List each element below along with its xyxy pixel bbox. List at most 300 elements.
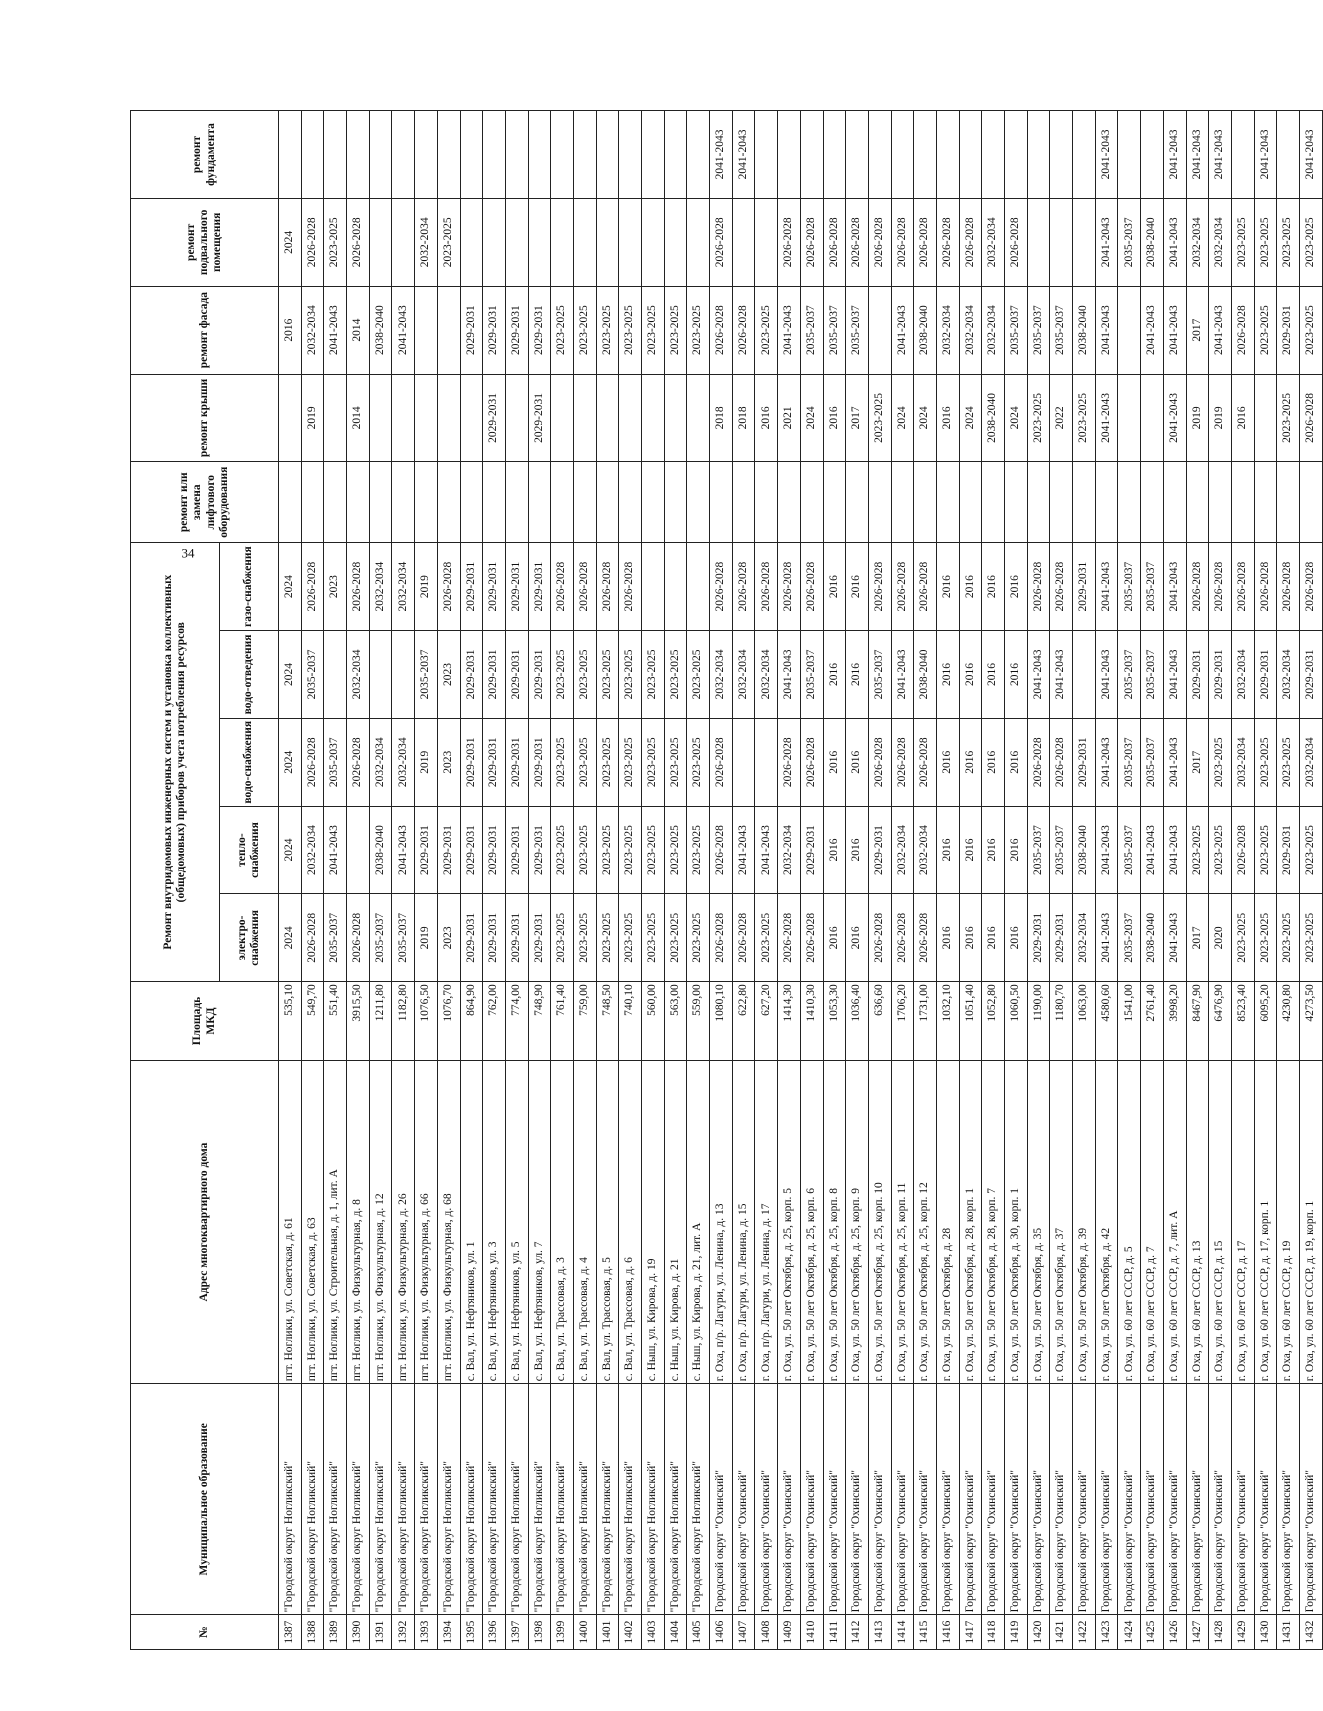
roof-cell: 2024 xyxy=(959,374,982,462)
electricity-cell: 2026-2028 xyxy=(710,894,733,982)
address-cell: г. Оха, п/р. Лагури, ул. Ленина, д. 17 xyxy=(755,1060,778,1383)
heating-cell: 2032-2034 xyxy=(301,806,324,894)
roof-cell: 2016 xyxy=(755,374,778,462)
sewer-cell: 2016 xyxy=(823,631,846,719)
water-supply-cell: 2029-2031 xyxy=(1073,718,1096,806)
elevator-cell xyxy=(664,462,687,543)
electricity-cell: 2026-2028 xyxy=(868,894,891,982)
electricity-cell: 2023-2025 xyxy=(596,894,619,982)
foundation-cell xyxy=(1118,111,1141,199)
basement-cell xyxy=(505,198,528,286)
elevator-cell xyxy=(483,462,506,543)
foundation-cell xyxy=(846,111,869,199)
facade-cell: 2041-2043 xyxy=(324,286,347,374)
sewer-cell: 2032-2034 xyxy=(732,631,755,719)
area-cell: 762,00 xyxy=(483,982,506,1061)
heating-cell: 2023-2025 xyxy=(1254,806,1277,894)
basement-cell: 2026-2028 xyxy=(1005,198,1028,286)
area-cell: 1541,00 xyxy=(1118,982,1141,1061)
roof-cell xyxy=(573,374,596,462)
facade-cell: 2026-2028 xyxy=(710,286,733,374)
heating-cell: 2032-2034 xyxy=(891,806,914,894)
table-row xyxy=(1027,111,1050,1650)
repair-schedule-table xyxy=(130,110,1323,1650)
table-row xyxy=(891,111,914,1650)
electricity-cell: 2035-2037 xyxy=(324,894,347,982)
heating-cell: 2035-2037 xyxy=(1050,806,1073,894)
gas-cell: 2026-2028 xyxy=(301,543,324,631)
area-cell: 8523,40 xyxy=(1231,982,1254,1061)
sewer-cell: 2029-2031 xyxy=(460,631,483,719)
electricity-cell: 2026-2028 xyxy=(914,894,937,982)
table-row xyxy=(846,111,869,1650)
area-cell: 549,70 xyxy=(301,982,324,1061)
heating-cell: 2029-2031 xyxy=(415,806,438,894)
gas-cell: 2026-2028 xyxy=(914,543,937,631)
table-row xyxy=(279,111,302,1650)
header-roof: ремонт крыши xyxy=(131,374,279,462)
heating-cell: 2041-2043 xyxy=(392,806,415,894)
facade-cell xyxy=(868,286,891,374)
area-cell: 1052,80 xyxy=(982,982,1005,1061)
area-cell: 740,10 xyxy=(619,982,642,1061)
facade-cell: 2041-2043 xyxy=(891,286,914,374)
gas-cell: 2026-2028 xyxy=(778,543,801,631)
gas-cell xyxy=(664,543,687,631)
basement-cell: 2026-2028 xyxy=(868,198,891,286)
table-row xyxy=(460,111,483,1650)
address-cell: г. Оха, ул. 60 лет СССР, д. 7, лит. А xyxy=(1163,1060,1186,1383)
basement-cell: 2032-2034 xyxy=(415,198,438,286)
basement-cell: 2026-2028 xyxy=(710,198,733,286)
sewer-cell: 2038-2040 xyxy=(914,631,937,719)
table-row xyxy=(1050,111,1073,1650)
municipality-cell: "Городской округ Ногликский" xyxy=(642,1384,665,1615)
municipality-cell: Городской округ "Охинский" xyxy=(1186,1384,1209,1615)
area-cell: 3915,50 xyxy=(347,982,370,1061)
address-cell: г. Оха, ул. 50 лет Октября, д. 37 xyxy=(1050,1060,1073,1383)
roof-cell xyxy=(369,374,392,462)
facade-cell: 2023-2025 xyxy=(596,286,619,374)
address-cell: пгт. Ноглики, ул. Физкультурная, д. 12 xyxy=(369,1060,392,1383)
facade-cell: 2029-2031 xyxy=(505,286,528,374)
heating-cell: 2041-2043 xyxy=(1095,806,1118,894)
address-cell: г. Оха, ул. 50 лет Октября, д. 30, корп. 1 xyxy=(1005,1060,1028,1383)
heating-cell: 2023-2025 xyxy=(642,806,665,894)
water-supply-cell: 2032-2034 xyxy=(392,718,415,806)
gas-cell: 2026-2028 xyxy=(1050,543,1073,631)
foundation-cell xyxy=(800,111,823,199)
elevator-cell xyxy=(710,462,733,543)
foundation-cell xyxy=(279,111,302,199)
basement-cell: 2026-2028 xyxy=(823,198,846,286)
area-cell: 2761,40 xyxy=(1141,982,1164,1061)
elevator-cell xyxy=(551,462,574,543)
roof-cell xyxy=(460,374,483,462)
gas-cell: 2035-2037 xyxy=(1141,543,1164,631)
elevator-cell xyxy=(1141,462,1164,543)
water-supply-cell: 2026-2028 xyxy=(1027,718,1050,806)
address-cell: пгт. Ноглики, ул. Строительная, д. 1, лит. А xyxy=(324,1060,347,1383)
header-systems-group: Ремонт внутридомовых инженерных систем и установка коллективных (общедомовых) приборов учета потребления ресурсов xyxy=(131,543,220,982)
roof-cell xyxy=(415,374,438,462)
municipality-cell: Городской округ "Охинский" xyxy=(1118,1384,1141,1615)
water-supply-cell: 2029-2031 xyxy=(528,718,551,806)
gas-cell: 2024 xyxy=(279,543,302,631)
sewer-cell: 2029-2031 xyxy=(1186,631,1209,719)
heating-cell: 2029-2031 xyxy=(528,806,551,894)
area-cell: 1076,50 xyxy=(415,982,438,1061)
foundation-cell xyxy=(755,111,778,199)
electricity-cell: 2041-2043 xyxy=(1163,894,1186,982)
foundation-cell xyxy=(1005,111,1028,199)
area-cell: 748,90 xyxy=(528,982,551,1061)
municipality-cell: Городской округ "Охинский" xyxy=(1073,1384,1096,1615)
row-number: 1416 xyxy=(936,1615,959,1650)
basement-cell xyxy=(551,198,574,286)
table-row xyxy=(755,111,778,1650)
elevator-cell xyxy=(755,462,778,543)
area-cell: 774,00 xyxy=(505,982,528,1061)
facade-cell: 2041-2043 xyxy=(392,286,415,374)
row-number: 1418 xyxy=(982,1615,1005,1650)
water-supply-cell: 2016 xyxy=(846,718,869,806)
facade-cell xyxy=(1118,286,1141,374)
basement-cell xyxy=(392,198,415,286)
foundation-cell: 2041-2043 xyxy=(1186,111,1209,199)
elevator-cell xyxy=(279,462,302,543)
address-cell: с. Ныш, ул. Кирова, д. 19 xyxy=(642,1060,665,1383)
water-supply-cell: 2035-2037 xyxy=(324,718,347,806)
roof-cell xyxy=(687,374,710,462)
roof-cell: 2029-2031 xyxy=(528,374,551,462)
roof-cell xyxy=(596,374,619,462)
row-number: 1401 xyxy=(596,1615,619,1650)
facade-cell: 2038-2040 xyxy=(1073,286,1096,374)
table-row xyxy=(392,111,415,1650)
table-body xyxy=(279,111,1323,1650)
gas-cell: 2026-2028 xyxy=(1186,543,1209,631)
elevator-cell xyxy=(324,462,347,543)
basement-cell: 2026-2028 xyxy=(301,198,324,286)
address-cell: г. Оха, п/р. Лагури, ул. Ленина, д. 15 xyxy=(732,1060,755,1383)
row-number: 1432 xyxy=(1299,1615,1322,1650)
roof-cell: 2024 xyxy=(1005,374,1028,462)
address-cell: г. Оха, ул. 50 лет Октября, д. 25, корп. 8 xyxy=(823,1060,846,1383)
municipality-cell: "Городской округ Ногликский" xyxy=(687,1384,710,1615)
basement-cell: 2032-2034 xyxy=(982,198,1005,286)
address-cell: г. Оха, ул. 50 лет Октября, д. 25, корп. 5 xyxy=(778,1060,801,1383)
electricity-cell: 2026-2028 xyxy=(778,894,801,982)
sewer-cell: 2016 xyxy=(936,631,959,719)
sewer-cell xyxy=(369,631,392,719)
row-number: 1388 xyxy=(301,1615,324,1650)
electricity-cell: 2029-2031 xyxy=(505,894,528,982)
heating-cell: 2023-2025 xyxy=(573,806,596,894)
row-number: 1395 xyxy=(460,1615,483,1650)
row-number: 1430 xyxy=(1254,1615,1277,1650)
water-supply-cell: 2026-2028 xyxy=(891,718,914,806)
row-number: 1404 xyxy=(664,1615,687,1650)
row-number: 1421 xyxy=(1050,1615,1073,1650)
address-cell: с. Ныш, ул. Кирова, д. 21, лит. А xyxy=(687,1060,710,1383)
gas-cell: 2026-2028 xyxy=(1231,543,1254,631)
elevator-cell xyxy=(846,462,869,543)
table-row xyxy=(301,111,324,1650)
table-row xyxy=(710,111,733,1650)
address-cell: г. Оха, ул. 60 лет СССР, д. 7 xyxy=(1141,1060,1164,1383)
sewer-cell: 2016 xyxy=(1005,631,1028,719)
municipality-cell: "Городской округ Ногликский" xyxy=(324,1384,347,1615)
table-row xyxy=(687,111,710,1650)
roof-cell: 2023-2025 xyxy=(868,374,891,462)
address-cell: пгт. Ноглики, ул. Физкультурная, д. 66 xyxy=(415,1060,438,1383)
gas-cell: 2029-2031 xyxy=(505,543,528,631)
electricity-cell: 2024 xyxy=(279,894,302,982)
municipality-cell: Городской округ "Охинский" xyxy=(710,1384,733,1615)
roof-cell: 2023-2025 xyxy=(1027,374,1050,462)
water-supply-cell: 2016 xyxy=(982,718,1005,806)
electricity-cell: 2023 xyxy=(437,894,460,982)
water-supply-cell: 2029-2031 xyxy=(460,718,483,806)
facade-cell: 2023-2025 xyxy=(687,286,710,374)
gas-cell: 2026-2028 xyxy=(347,543,370,631)
municipality-cell: Городской округ "Охинский" xyxy=(959,1384,982,1615)
heating-cell: 2029-2031 xyxy=(868,806,891,894)
basement-cell: 2026-2028 xyxy=(347,198,370,286)
water-supply-cell: 2026-2028 xyxy=(868,718,891,806)
water-supply-cell: 2023-2025 xyxy=(664,718,687,806)
municipality-cell: "Городской округ Ногликский" xyxy=(505,1384,528,1615)
electricity-cell: 2035-2037 xyxy=(369,894,392,982)
roof-cell: 2038-2040 xyxy=(982,374,1005,462)
elevator-cell xyxy=(301,462,324,543)
address-cell: г. Оха, ул. 60 лет СССР, д. 19, корп. 1 xyxy=(1299,1060,1322,1383)
table-row xyxy=(347,111,370,1650)
address-cell: г. Оха, ул. 50 лет Октября, д. 28 xyxy=(936,1060,959,1383)
water-supply-cell: 2026-2028 xyxy=(301,718,324,806)
water-supply-cell: 2023-2025 xyxy=(687,718,710,806)
water-supply-cell: 2032-2034 xyxy=(369,718,392,806)
address-cell: с. Вал, ул. Трассовая, д. 4 xyxy=(573,1060,596,1383)
heating-cell: 2023-2025 xyxy=(1299,806,1322,894)
address-cell: пгт. Ноглики, ул. Физкультурная, д. 68 xyxy=(437,1060,460,1383)
row-number: 1392 xyxy=(392,1615,415,1650)
facade-cell: 2023-2025 xyxy=(551,286,574,374)
sewer-cell: 2041-2043 xyxy=(1163,631,1186,719)
facade-cell: 2035-2037 xyxy=(1005,286,1028,374)
area-cell: 1410,30 xyxy=(800,982,823,1061)
roof-cell xyxy=(551,374,574,462)
area-cell: 864,90 xyxy=(460,982,483,1061)
foundation-cell xyxy=(324,111,347,199)
basement-cell: 2026-2028 xyxy=(914,198,937,286)
electricity-cell: 2029-2031 xyxy=(460,894,483,982)
sewer-cell: 2035-2037 xyxy=(1118,631,1141,719)
address-cell: г. Оха, ул. 50 лет Октября, д. 25, корп. 6 xyxy=(800,1060,823,1383)
foundation-cell xyxy=(936,111,959,199)
facade-cell xyxy=(415,286,438,374)
address-cell: с. Вал, ул. Нефтяников, ул. 1 xyxy=(460,1060,483,1383)
municipality-cell: Городской округ "Охинский" xyxy=(1231,1384,1254,1615)
area-cell: 636,60 xyxy=(868,982,891,1061)
foundation-cell xyxy=(301,111,324,199)
elevator-cell xyxy=(1027,462,1050,543)
municipality-cell: Городской округ "Охинский" xyxy=(800,1384,823,1615)
foundation-cell xyxy=(528,111,551,199)
municipality-cell: Городской округ "Охинский" xyxy=(982,1384,1005,1615)
address-cell: с. Вал, ул. Трассовая, д. 6 xyxy=(619,1060,642,1383)
elevator-cell xyxy=(778,462,801,543)
elevator-cell xyxy=(982,462,1005,543)
heating-cell: 2041-2043 xyxy=(324,806,347,894)
foundation-cell xyxy=(959,111,982,199)
electricity-cell: 2032-2034 xyxy=(1073,894,1096,982)
basement-cell: 2023-2025 xyxy=(437,198,460,286)
electricity-cell: 2016 xyxy=(959,894,982,982)
row-number: 1426 xyxy=(1163,1615,1186,1650)
row-number: 1399 xyxy=(551,1615,574,1650)
foundation-cell xyxy=(1141,111,1164,199)
roof-cell: 2019 xyxy=(1209,374,1232,462)
elevator-cell xyxy=(505,462,528,543)
facade-cell: 2029-2031 xyxy=(460,286,483,374)
table-row xyxy=(868,111,891,1650)
foundation-cell xyxy=(778,111,801,199)
electricity-cell: 2023-2025 xyxy=(573,894,596,982)
electricity-cell: 2023-2025 xyxy=(1299,894,1322,982)
municipality-cell: Городской округ "Охинский" xyxy=(891,1384,914,1615)
table-row xyxy=(369,111,392,1650)
table-row xyxy=(551,111,574,1650)
table-row xyxy=(936,111,959,1650)
foundation-cell xyxy=(914,111,937,199)
area-cell: 1036,40 xyxy=(846,982,869,1061)
basement-cell xyxy=(1050,198,1073,286)
address-cell: с. Вал, ул. Трассовая, д. 3 xyxy=(551,1060,574,1383)
roof-cell: 2024 xyxy=(800,374,823,462)
gas-cell: 2016 xyxy=(959,543,982,631)
water-supply-cell: 2023-2025 xyxy=(551,718,574,806)
facade-cell: 2014 xyxy=(347,286,370,374)
water-supply-cell: 2023-2025 xyxy=(596,718,619,806)
basement-cell: 2032-2034 xyxy=(1209,198,1232,286)
foundation-cell xyxy=(415,111,438,199)
foundation-cell xyxy=(868,111,891,199)
address-cell: г. Оха, ул. 50 лет Октября, д. 39 xyxy=(1073,1060,1096,1383)
foundation-cell: 2041-2043 xyxy=(1163,111,1186,199)
area-cell: 1053,30 xyxy=(823,982,846,1061)
foundation-cell xyxy=(483,111,506,199)
facade-cell: 2035-2037 xyxy=(846,286,869,374)
gas-cell: 2029-2031 xyxy=(1073,543,1096,631)
municipality-cell: Городской округ "Охинский" xyxy=(1005,1384,1028,1615)
page-number: 34 xyxy=(181,545,195,561)
heating-cell: 2035-2037 xyxy=(1027,806,1050,894)
foundation-cell xyxy=(460,111,483,199)
water-supply-cell: 2016 xyxy=(823,718,846,806)
water-supply-cell: 2023-2025 xyxy=(1209,718,1232,806)
water-supply-cell: 2023-2025 xyxy=(1254,718,1277,806)
roof-cell: 2022 xyxy=(1050,374,1073,462)
address-cell: с. Вал, ул. Нефтяников, ул. 3 xyxy=(483,1060,506,1383)
area-cell: 1414,30 xyxy=(778,982,801,1061)
sewer-cell: 2035-2037 xyxy=(301,631,324,719)
foundation-cell xyxy=(596,111,619,199)
facade-cell: 2029-2031 xyxy=(1277,286,1300,374)
area-cell: 4273,50 xyxy=(1299,982,1322,1061)
facade-cell: 2023-2025 xyxy=(664,286,687,374)
area-cell: 1060,50 xyxy=(1005,982,1028,1061)
municipality-cell: Городской округ "Охинский" xyxy=(1254,1384,1277,1615)
foundation-cell: 2041-2043 xyxy=(1095,111,1118,199)
row-number: 1405 xyxy=(687,1615,710,1650)
water-supply-cell: 2041-2043 xyxy=(1095,718,1118,806)
elevator-cell xyxy=(528,462,551,543)
roof-cell xyxy=(1254,374,1277,462)
table-row xyxy=(1186,111,1209,1650)
gas-cell: 2026-2028 xyxy=(800,543,823,631)
elevator-cell xyxy=(347,462,370,543)
foundation-cell xyxy=(642,111,665,199)
municipality-cell: Городской округ "Охинский" xyxy=(1141,1384,1164,1615)
row-number: 1422 xyxy=(1073,1615,1096,1650)
water-supply-cell: 2016 xyxy=(936,718,959,806)
municipality-cell: "Городской округ Ногликский" xyxy=(369,1384,392,1615)
header-electricity: электро-снабжения xyxy=(220,894,279,982)
electricity-cell: 2016 xyxy=(823,894,846,982)
basement-cell: 2026-2028 xyxy=(891,198,914,286)
foundation-cell xyxy=(573,111,596,199)
electricity-cell: 2029-2031 xyxy=(528,894,551,982)
facade-cell: 2023-2025 xyxy=(1254,286,1277,374)
row-number: 1417 xyxy=(959,1615,982,1650)
elevator-cell xyxy=(596,462,619,543)
elevator-cell xyxy=(573,462,596,543)
water-supply-cell: 2026-2028 xyxy=(778,718,801,806)
foundation-cell xyxy=(982,111,1005,199)
area-cell: 6476,90 xyxy=(1209,982,1232,1061)
water-supply-cell: 2016 xyxy=(1005,718,1028,806)
table-row xyxy=(1095,111,1118,1650)
area-cell: 1032,10 xyxy=(936,982,959,1061)
sewer-cell xyxy=(1073,631,1096,719)
gas-cell: 2026-2028 xyxy=(1299,543,1322,631)
basement-cell xyxy=(1027,198,1050,286)
table-row xyxy=(437,111,460,1650)
basement-cell: 2026-2028 xyxy=(778,198,801,286)
row-number: 1389 xyxy=(324,1615,347,1650)
row-number: 1415 xyxy=(914,1615,937,1650)
row-number: 1402 xyxy=(619,1615,642,1650)
header-municipality: Муниципальное образование xyxy=(131,1384,279,1615)
area-cell: 622,80 xyxy=(732,982,755,1061)
sewer-cell: 2032-2034 xyxy=(755,631,778,719)
roof-cell: 2016 xyxy=(936,374,959,462)
address-cell: г. Оха, ул. 50 лет Октября, д. 25, корп. 10 xyxy=(868,1060,891,1383)
address-cell: пгт. Ноглики, ул. Советская, д. 63 xyxy=(301,1060,324,1383)
row-number: 1387 xyxy=(279,1615,302,1650)
elevator-cell xyxy=(1050,462,1073,543)
header-num: № xyxy=(131,1615,279,1650)
header-area: Площадь МКД xyxy=(131,982,279,1061)
heating-cell: 2032-2034 xyxy=(778,806,801,894)
area-cell: 627,20 xyxy=(755,982,778,1061)
sewer-cell: 2035-2037 xyxy=(415,631,438,719)
area-cell: 559,00 xyxy=(687,982,710,1061)
address-cell: г. Оха, ул. 60 лет СССР, д. 19 xyxy=(1277,1060,1300,1383)
basement-cell xyxy=(755,198,778,286)
